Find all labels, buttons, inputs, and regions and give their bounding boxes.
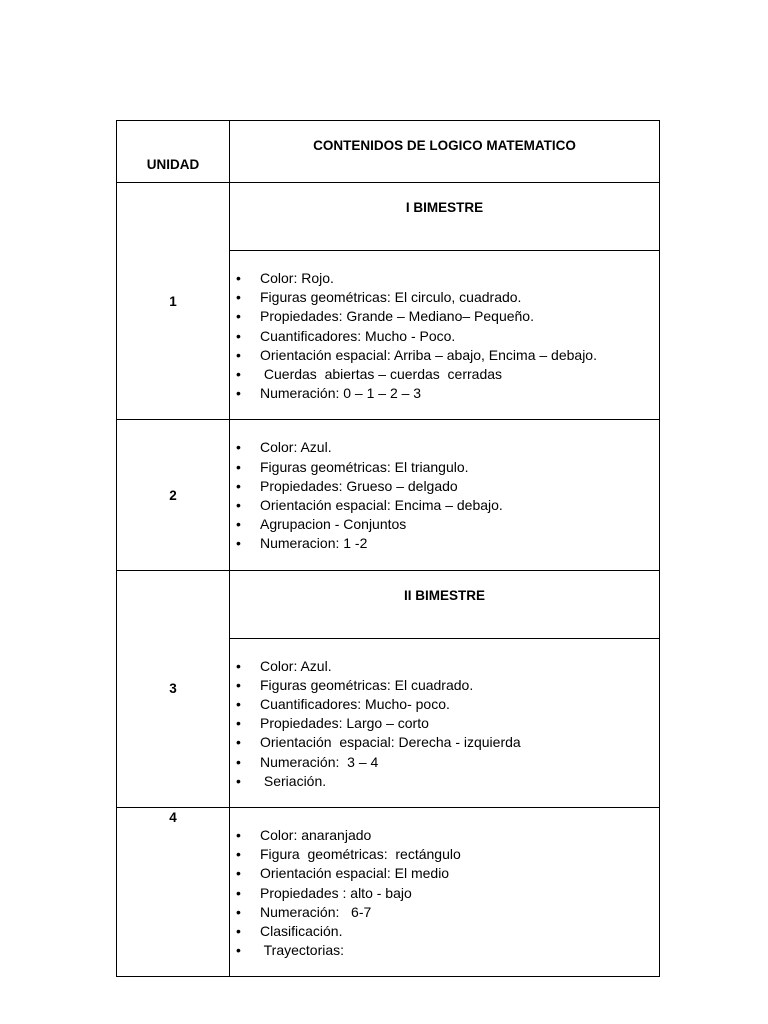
bimestre-row: [117, 570, 660, 638]
unit-contents: [230, 420, 660, 570]
unit-row: [117, 808, 660, 977]
bullet-list: [230, 438, 659, 553]
list-item: • Propiedades: Largo – corto: [230, 714, 659, 733]
list-item: • Numeración: 0 – 1 – 2 – 3: [230, 384, 659, 403]
unit-row: [117, 420, 660, 570]
list-item: • Figura geométricas: rectángulo: [230, 845, 659, 864]
bullet-list: [230, 826, 659, 960]
list-item: • Color: Azul.: [230, 657, 659, 676]
list-item: • Clasificación.: [230, 922, 659, 941]
list-item: • Cuerdas abiertas – cuerdas cerradas: [230, 365, 659, 384]
list-item: • Propiedades: Grande – Mediano– Pequeño.: [230, 307, 659, 326]
list-item: • Orientación espacial: El medio: [230, 864, 659, 883]
list-item: • Orientación espacial: Derecha - izquierda: [230, 733, 659, 752]
list-item: • Color: Azul.: [230, 438, 659, 457]
unit-column-header: UNIDAD: [117, 121, 230, 183]
list-item: • Trayectorias:: [230, 941, 659, 960]
list-item: • Figuras geométricas: El cuadrado.: [230, 676, 659, 695]
list-item: • Color: anaranjado: [230, 826, 659, 845]
list-item: • Numeracion: 1 -2: [230, 534, 659, 553]
list-item: • Numeración: 6-7: [230, 903, 659, 922]
unit-number: 2: [117, 420, 230, 570]
list-item: • Propiedades: Grueso – delgado: [230, 477, 659, 496]
unit-number: 4: [117, 808, 230, 977]
unit-number: 3: [117, 570, 230, 807]
header-row: [117, 121, 660, 183]
unit-contents: [230, 251, 660, 420]
bimestre-row: [117, 183, 660, 251]
content-table: [116, 120, 660, 977]
list-item: • Orientación espacial: Arriba – abajo, Encima – debajo.: [230, 346, 659, 365]
list-item: • Cuantificadores: Mucho - Poco.: [230, 327, 659, 346]
unit-contents: [230, 638, 660, 807]
unit-contents: [230, 808, 660, 977]
list-item: • Figuras geométricas: El triangulo.: [230, 458, 659, 477]
list-item: • Agrupacion - Conjuntos: [230, 515, 659, 534]
content-column-header: CONTENIDOS DE LOGICO MATEMATICO: [230, 121, 660, 183]
bimestre-heading: I BIMESTRE: [230, 183, 660, 251]
bullet-list: [230, 269, 659, 403]
bullet-list: [230, 657, 659, 791]
list-item: • Color: Rojo.: [230, 269, 659, 288]
bimestre-heading: II BIMESTRE: [230, 570, 660, 638]
list-item: • Figuras geométricas: El circulo, cuadrado.: [230, 288, 659, 307]
list-item: • Seriación.: [230, 772, 659, 791]
unit-number: 1: [117, 183, 230, 420]
list-item: • Propiedades : alto - bajo: [230, 884, 659, 903]
list-item: • Orientación espacial: Encima – debajo.: [230, 496, 659, 515]
list-item: • Cuantificadores: Mucho- poco.: [230, 695, 659, 714]
list-item: • Numeración: 3 – 4: [230, 753, 659, 772]
